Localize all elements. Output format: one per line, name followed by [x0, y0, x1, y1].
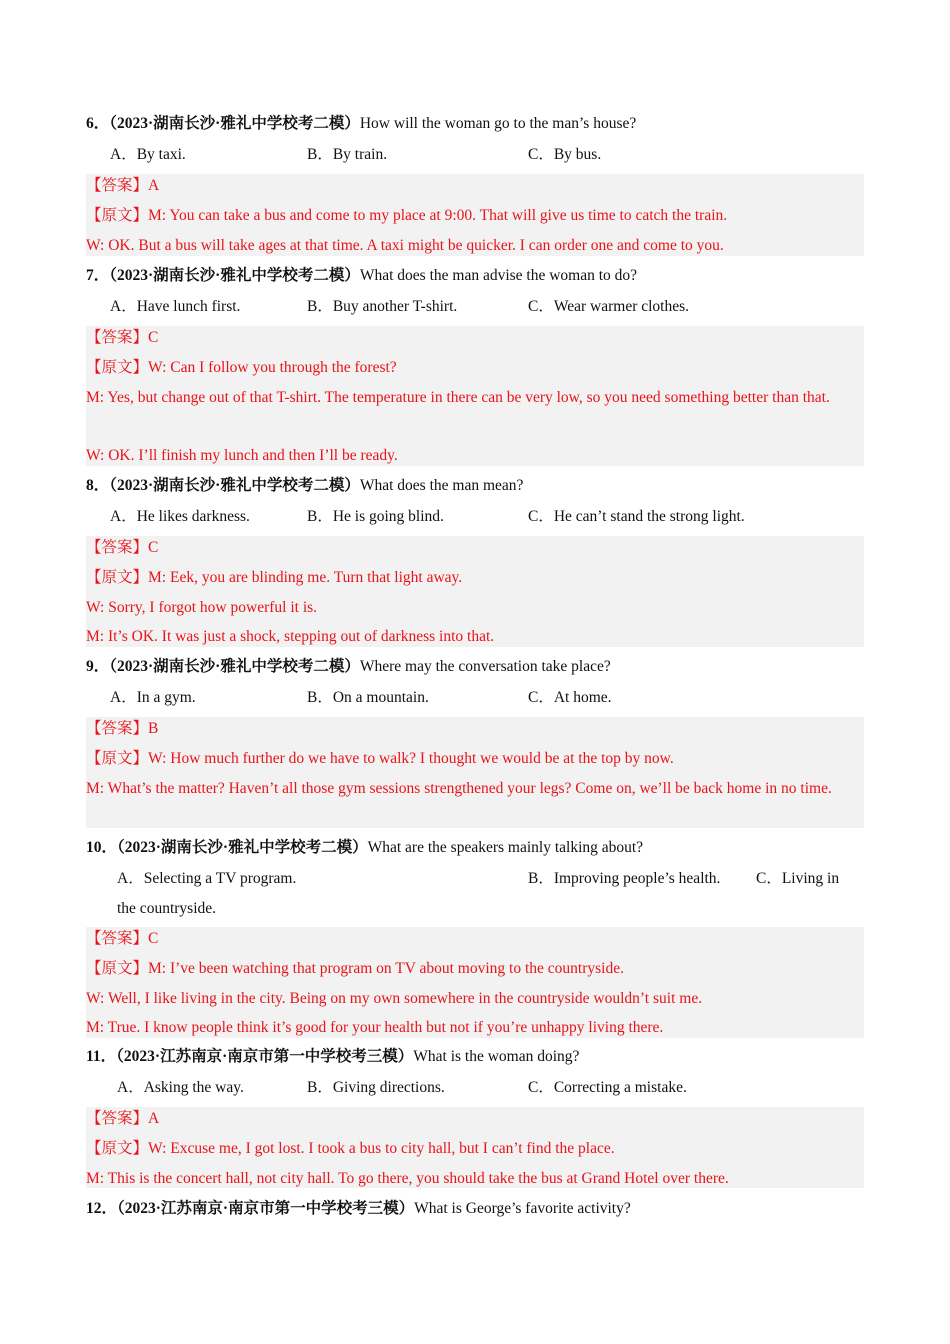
- option-b: B．Buy another T-shirt.: [307, 298, 458, 315]
- answer-line: 【答案】A: [86, 1110, 160, 1127]
- answer-line: 【答案】C: [86, 930, 159, 947]
- transcript-line: M: This is the concert hall, not city hall. To go there, you should take the bus at Grand Hotel over there.: [86, 1170, 729, 1187]
- question-number: 12．: [86, 1200, 118, 1217]
- question-text: What does the man advise the woman to do?: [359, 267, 638, 284]
- option-b: B．Giving directions.: [307, 1079, 445, 1096]
- transcript-line: 【原文】M: You can take a bus and come to my place at 9:00. That will give us time to catch the train.: [86, 207, 728, 224]
- question-source: （2023·江苏南京·南京市第一中学校考三模）: [116, 1048, 414, 1065]
- question-10: [86, 838, 866, 858]
- answer-line: 【答案】C: [86, 329, 159, 346]
- option-c: C．He can’t stand the strong light.: [528, 508, 745, 525]
- question-source: （2023·湖南长沙·雅礼中学校考二模）: [109, 267, 360, 284]
- question-text: What does the man mean?: [359, 477, 524, 494]
- transcript-label: 【原文】: [86, 569, 149, 586]
- option-c-continued: the countryside.: [117, 900, 217, 917]
- transcript-line: W: OK. I’ll finish my lunch and then I’ll be ready.: [86, 447, 398, 464]
- answer-block-6: [86, 174, 864, 256]
- question-text: What is the woman doing?: [413, 1048, 580, 1065]
- transcript-label: 【原文】: [86, 1140, 149, 1157]
- option-a: A．He likes darkness.: [110, 508, 250, 525]
- transcript-label: 【原文】: [86, 359, 149, 376]
- transcript-line: W: OK. But a bus will take ages at that time. A taxi might be quicker. I can order one and come to you.: [86, 237, 724, 254]
- question-source: （2023·湖南长沙·雅礼中学校考二模）: [117, 839, 368, 856]
- transcript-line: 【原文】W: Excuse me, I got lost. I took a bus to city hall, but I can’t find the place.: [86, 1140, 615, 1157]
- question-number: 7．: [86, 267, 110, 284]
- question-8: [86, 476, 866, 496]
- question-source: （2023·湖南长沙·雅礼中学校考二模）: [109, 115, 360, 132]
- option-b: B．He is going blind.: [307, 508, 444, 525]
- transcript-line: W: Well, I like living in the city. Being on my own somewhere in the countryside wouldn’t suit me.: [86, 990, 703, 1007]
- option-a: A．In a gym.: [110, 689, 196, 706]
- question-number: 9．: [86, 658, 110, 675]
- question-9: [86, 657, 866, 677]
- option-b: B．Improving people’s health.: [528, 870, 721, 887]
- option-a: A．Have lunch first.: [110, 298, 241, 315]
- transcript-line: 【原文】M: Eek, you are blinding me. Turn that light away.: [86, 569, 463, 586]
- transcript-label: 【原文】: [86, 750, 149, 767]
- transcript-label: 【原文】: [86, 960, 149, 977]
- question-number: 6．: [86, 115, 110, 132]
- question-text: What is George’s favorite activity?: [414, 1200, 631, 1217]
- question-source: （2023·湖南长沙·雅礼中学校考二模）: [109, 658, 360, 675]
- option-c: C．Correcting a mistake.: [528, 1079, 687, 1096]
- answer-block-10: [86, 927, 864, 1038]
- question-12: [86, 1199, 866, 1219]
- question-number: 10．: [86, 839, 118, 856]
- answer-line: 【答案】A: [86, 177, 160, 194]
- answer-block-9: [86, 717, 864, 828]
- question-6: [86, 114, 866, 134]
- transcript-line: M: True. I know people think it’s good for your health but not if you’re unhappy living there.: [86, 1019, 664, 1036]
- option-a: A．Selecting a TV program.: [117, 870, 297, 887]
- question-11: [86, 1047, 866, 1067]
- answer-line: 【答案】B: [86, 720, 159, 737]
- question-text: Where may the conversation take place?: [359, 658, 611, 675]
- transcript-line: W: Sorry, I forgot how powerful it is.: [86, 599, 318, 616]
- question-7: [86, 266, 866, 286]
- option-c: C．By bus.: [528, 146, 602, 163]
- option-c: C．At home.: [528, 689, 612, 706]
- option-c: C．Wear warmer clothes.: [528, 298, 690, 315]
- option-a: A．By taxi.: [110, 146, 186, 163]
- question-source: （2023·湖南长沙·雅礼中学校考二模）: [109, 477, 360, 494]
- question-text: How will the woman go to the man’s house?: [359, 115, 637, 132]
- option-c: C．Living in: [756, 870, 840, 887]
- answer-line: 【答案】C: [86, 539, 159, 556]
- question-number: 8．: [86, 477, 110, 494]
- option-b: B．By train.: [307, 146, 388, 163]
- answer-block-8: [86, 536, 864, 647]
- transcript-line: M: Yes, but change out of that T-shirt. The temperature in there can be very low, so you need something better than that.: [86, 389, 830, 406]
- transcript-line: 【原文】W: Can I follow you through the forest?: [86, 359, 397, 376]
- question-number: 11．: [86, 1048, 117, 1065]
- answer-block-11: [86, 1107, 864, 1188]
- transcript-label: 【原文】: [86, 207, 149, 224]
- transcript-line: M: What’s the matter? Haven’t all those gym sessions strengthened your legs? Come on, we’ll be back home in no time.: [86, 780, 832, 797]
- question-source: （2023·江苏南京·南京市第一中学校考三模）: [117, 1200, 415, 1217]
- answer-block-7: [86, 326, 864, 466]
- transcript-line: M: It’s OK. It was just a shock, stepping out of darkness into that.: [86, 628, 495, 645]
- option-a: A．Asking the way.: [117, 1079, 244, 1096]
- question-text: What are the speakers mainly talking about?: [367, 839, 644, 856]
- transcript-line: 【原文】M: I’ve been watching that program on TV about moving to the countryside.: [86, 960, 624, 977]
- option-b: B．On a mountain.: [307, 689, 429, 706]
- transcript-line: 【原文】W: How much further do we have to walk? I thought we would be at the top by now.: [86, 750, 674, 767]
